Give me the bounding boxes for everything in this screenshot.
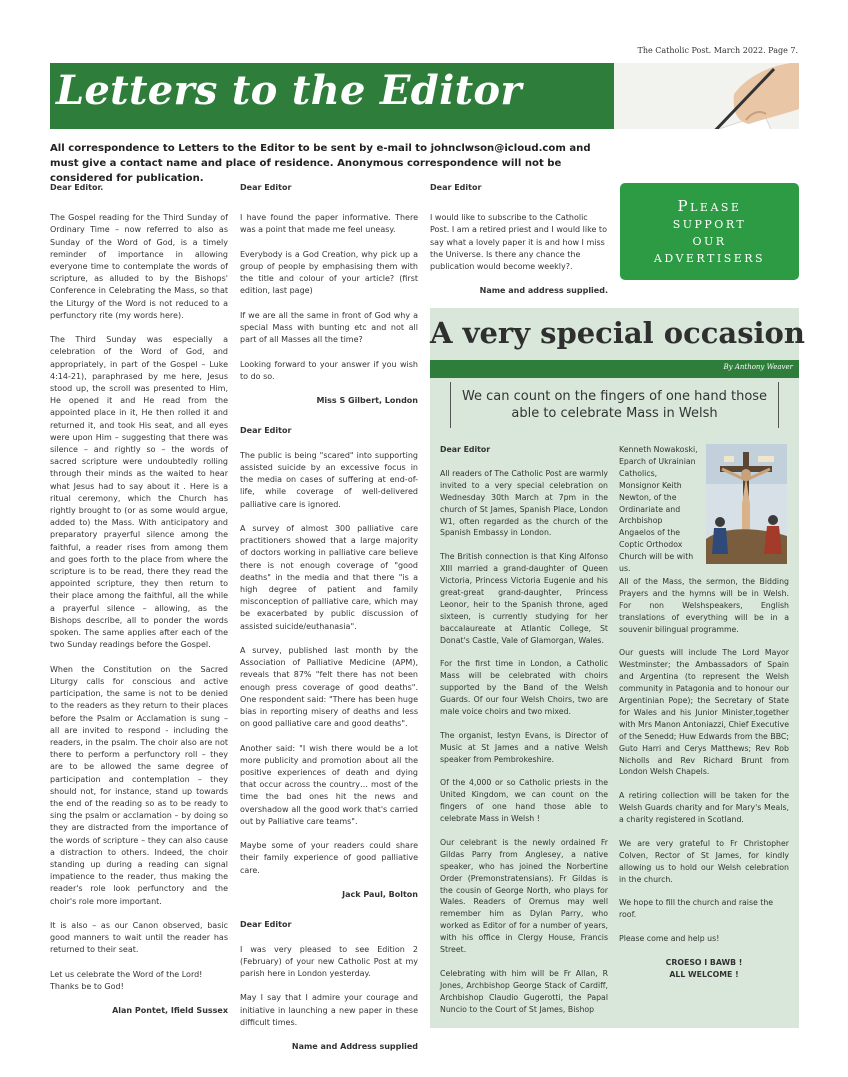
feature-pull-quote: We can count on the fingers of one hand those able to celebrate Mass in Welsh [450, 382, 779, 428]
byline-bar [430, 360, 799, 378]
advert-text [654, 198, 765, 266]
letter-paragraph: If we are all the same in front of God why a special Mass with bunting etc and not all part of all Masses all the time? [240, 310, 418, 345]
letter-paragraph: Looking forward to your answer if you wish to do so. [240, 359, 418, 381]
page-folio: The Catholic Post. March 2022. Page 7. [637, 46, 798, 55]
feature-paragraph: All of the Mass, the sermon, the Bidding Prayers and the hymns will be in Welsh. For non Welshspeakers, English translations of everything will be in a souvenir bilingual programme. [619, 577, 789, 634]
support-advertisers-box [620, 183, 799, 280]
letter-salutation: Dear Editor [430, 183, 482, 192]
crucifixion-icon [706, 444, 787, 564]
letter-salutation: Dear Editor [240, 183, 292, 192]
letter-paragraph: A survey of almost 300 palliative care practitioners showed that a large majority of doctors working in palliative care believe there is not enough coverage of "good deaths" in the media and that there "is a high degree of patient and family misconception of palliative care, which may be exacerbated by public discussion of assisted suicide/euthanasia". [240, 523, 418, 631]
feature-article [430, 308, 805, 1028]
feature-paragraph: We hope to fill the church and raise the roof. [619, 898, 774, 920]
letter-salutation: Dear Editor [240, 426, 292, 436]
feature-paragraph: The British connection is that King Alfonso XIII married a grand-daughter of Queen Victoria, Princess Victoria Eugenie and his great-great grand-daughter, Princess Leonor, heir to the Spanish throne, aged sixteen, is currently studying for her baccalaureate at Atlantic College, St Donat's Castle, Vale of Glamorgan, Wales. [440, 552, 608, 645]
submission-instructions: All correspondence to Letters to the Editor to be sent by e-mail to johnclwson@icloud.com and must give a contact name and place of residence. Anonymous correspondence will not be considered for publication. [50, 143, 591, 184]
letter-salutation: Dear Editor. [50, 183, 104, 192]
letter-paragraph: I have found the paper informative. There was a point that made me feel uneasy. [240, 213, 418, 235]
feature-closing: CROESO I BAWB ! [665, 957, 743, 967]
letter-paragraph: When the Constitution on the Sacred Liturgy calls for conscious and active participation, the same is not to be denied to the readers as they return to their places before the Psalm or Acclamation is sung – all are invited to respond - including the readers, in the psalm. The choir also are not there to perform a perfunctory roll – they are to be allowed the same degree of participation and contemplation – they should not, for instance, stand up towards the end of the reading so as to be ready to sing the psalm or acclamation – by doing so they are distracted from the importance of the words of scripture – they can also cause a distraction to others. Indeed, the choir standing up during a reading can signal impatience to the reader, thus making the reader's role look perfunctory and the choir's role more important. [50, 664, 228, 906]
letter-paragraph: Maybe some of your readers could share their family experience of good palliative care. [240, 841, 418, 875]
feature-paragraph: The organist, Iestyn Evans, is Director of Music at St James and a native Welsh speaker from Pembrokeshire. [440, 730, 608, 764]
letter-paragraph: Everybody is a God Creation, why pick up a group of people by emphasising them with the title and colour of your article? (first edition, last page) [240, 249, 418, 296]
advert-line: our [692, 230, 727, 249]
letter-paragraph: The Gospel reading for the Third Sunday of Ordinary Time – now referred to also as Sunday of the Word of God, is a timely reminder of importance in allowing everyone time to contemplate the words of scripture, as alluded to by the Bishops' Conference in Celebrating the Mass, so that the Liturgy of the Word is not reduced to a perfunctory rite (my words here). [50, 213, 228, 320]
letter-paragraph: I was very pleased to see Edition 2 (February) of your new Catholic Post at my parish here in London yesterday. [240, 944, 418, 979]
letter-paragraph: May I say that I admire your courage and initiative in launching a new paper in these difficult times. [240, 993, 418, 1027]
feature-paragraph: For the first time in London, a Catholic Mass will be celebrated with choirs supported by the Band of the Welsh Guards. Of our four Welsh Choirs, two are male voice choirs and two mixed. [440, 659, 608, 716]
letter-paragraph: A survey, published last month by the Association of Palliative Medicine (APM), reveals that 87% "felt there has not been enough press coverage of good deaths". One respondent said: "There has been huge bias in reporting misery of deaths and less on good palliative care and good deaths". [240, 646, 418, 729]
feature-column-left [440, 444, 608, 1027]
feature-paragraph: We are very grateful to Fr Christopher Colven, Rector of St James, for kindly allowing us to hold our Welsh celebration in the church. [619, 838, 789, 884]
feature-paragraph: Celebrating with him will be Fr Allan, R Jones, Archbishop George Stack of Cardiff, Archbishop Claudio Gugerotti, the Papal Nuncio to the Court of St James, Bishop [440, 968, 608, 1014]
letter-paragraph: It is also – as our Canon observed, basic good manners to wait until the reader has returned to their seat. [50, 920, 228, 955]
feature-paragraph: Please come and help us! [619, 934, 720, 944]
letter-signature: Alan Pontet, Ifield Sussex [112, 1006, 228, 1016]
letter-paragraph: Let us celebrate the Word of the Lord! Thanks be to God! [50, 969, 203, 991]
advert-line: support [672, 213, 747, 232]
feature-paragraph: Kenneth Nowakoski, Eparch of Ukrainian Catholics, Monsignor Keith Newton, of the Ordinariate and Archbishop Angaelos of the Coptic Orthodox Church will be with us. [619, 445, 698, 574]
feature-paragraph: Our guests will include The Lord Mayor Westminster; the Ambassadors of Spain and Argentina (to represent the Welsh community in Patagonia and to honour our Argentinian Pope); the Secretary of State for Wales and his Junior Minister,together with Mrs Manon Antoniazzi, Chief Executive of the Senedd; Huw Edwards from the BBC; Guto Harri and Cerys Matthews; Rev Rob Nicholls and Rev Richard Brunt from London Welsh Chapels. [619, 648, 789, 777]
letter-signature: Name and Address supplied [291, 1042, 418, 1052]
feature-paragraph: All readers of The Catholic Post are warmly invited to a very special celebration on Wednesday 30th March at 7pm in the church of St James, Spanish Place, London W1, often regarded as the church of the Spanish Embassy in London. [440, 468, 608, 538]
letter-signature: Jack Paul, Bolton [342, 890, 418, 900]
hand-writing-letter-icon [614, 63, 799, 129]
feature-paragraph: Of the 4,000 or so Catholic priests in the United Kingdom, we can count on the fingers of one hand those able to celebrate Mass in Welsh ! [440, 778, 608, 824]
letter-paragraph: The Third Sunday was especially a celebration of the Word of God, and appropriately, in part of the Gospel – Luke 4:14-21), paraphrased by me here, Jesus stood up, the scroll was presented to Him, He opened it and He read from the appointed place in it, He then rolled it and returned it, and took His seat, and all eyes were upon Him – suggesting that there was silence – and rightly so – the words of sacred scripture were undoubtedly rolling through their minds as the waited to hear what Jesus had to say about it . Here is a ritual ceremony, which the Church has rightly brought to (or as some would argue, added to) the Mass. With anticipatory and preparatory prayerful silence among the faithful, a reader rises from among them and goes forth to the place from where the scripture is to be read, there they read the appointed scripture, they then return to their place among the faithful, all the while a prayerful silence – allowing, as the Bishops describe, all to ponder the words spoken. The same applies after each of the two Sunday readings before the Gospel. [50, 335, 228, 650]
advert-line: advertisers [653, 247, 766, 266]
letter-paragraph: The public is being "scared" into supporting assisted suicide by an excessive focus in the media on cases of suffering at end-of-life, while coverage of well-delivered palliative care is ignored. [240, 450, 418, 509]
feature-byline: By Anthony Weaver [723, 363, 793, 371]
advert-line: Please [677, 196, 742, 215]
letter-salutation: Dear Editor [240, 920, 292, 930]
feature-paragraph: Our celebrant is the newly ordained Fr Gildas Parry from Anglesey, a native speaker, who has joined the Norbertine Order (Premonstratensians). Fr Gildas is the cousin of George North, who plays for Wales. Readers of Oremus may well remember him as Dylan Parry, who worked as Editor of for a number of years, with his office in Clergy House, Francis Street. [440, 837, 608, 955]
letter-column-3 [430, 182, 608, 316]
feature-column-right-top [619, 444, 699, 587]
letter-signature: Miss S Gilbert, London [316, 396, 418, 406]
letter-column-2 [240, 182, 418, 1071]
letter-paragraph: Another said: "I wish there would be a lot more publicity and promotion about all the positive experiences of death and dying that occur across the country… most of the time the bad ones hit the news and overshadow all the good work that's carried out by Palliative care teams". [240, 743, 418, 826]
letters-banner [50, 63, 799, 129]
feature-salutation: Dear Editor [440, 445, 491, 454]
letter-paragraph: I would like to subscribe to the Catholic Post. I am a retired priest and I would like to say what a lovely paper it is and how I miss the Universe. Is there any chance the publication would become weekly?. [430, 213, 607, 272]
feature-paragraph: A retiring collection will be taken for the Welsh Guards charity and for Mary's Meals, a charity registered in Scotland. [619, 791, 789, 825]
feature-title: A very special occasion [430, 316, 805, 350]
letter-column-1 [50, 182, 228, 1036]
letter-signature: Name and address supplied. [479, 286, 608, 296]
feature-column-right [619, 576, 789, 981]
feature-closing: ALL WELCOME ! [669, 969, 739, 979]
banner-title: Letters to the Editor [56, 67, 522, 114]
